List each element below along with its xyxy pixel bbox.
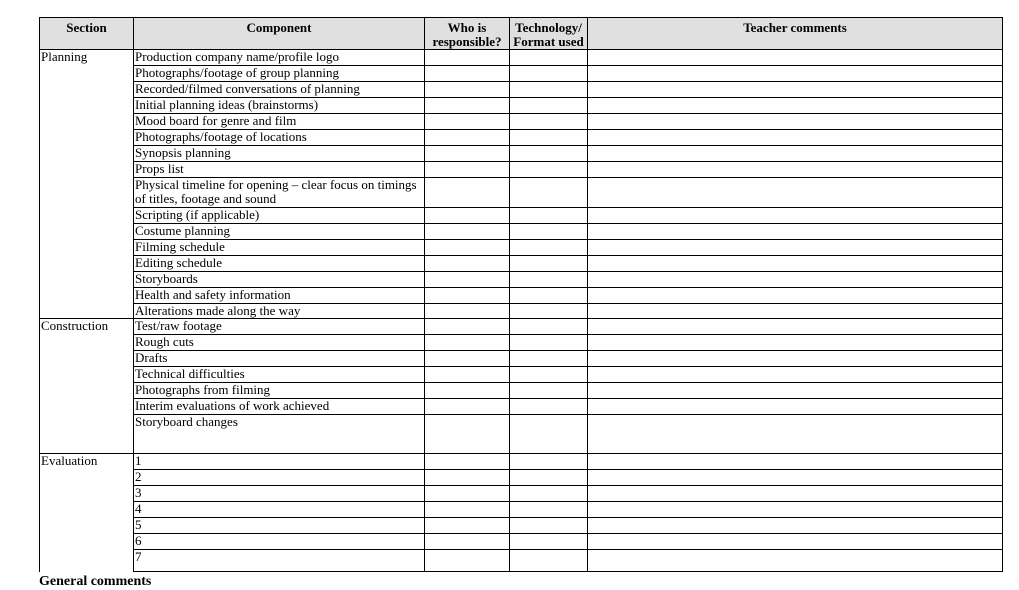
comments-cell[interactable] [588,208,1003,224]
component-cell: Interim evaluations of work achieved [134,399,425,415]
comments-cell[interactable] [588,114,1003,130]
table-row [40,415,1003,454]
component-cell: 2 [134,470,425,486]
section-cell: Construction [40,319,134,454]
table-body [40,50,1003,572]
component-cell: Technical difficulties [134,367,425,383]
who-cell[interactable] [425,399,510,415]
table-row [40,256,1003,272]
who-cell[interactable] [425,304,510,319]
who-cell[interactable] [425,178,510,208]
comments-cell[interactable] [588,383,1003,399]
technology-cell[interactable] [510,304,588,319]
component-cell: Production company name/profile logo [134,50,425,66]
component-cell: Synopsis planning [134,146,425,162]
who-cell[interactable] [425,383,510,399]
technology-cell[interactable] [510,550,588,572]
technology-cell[interactable] [510,351,588,367]
who-cell[interactable] [425,288,510,304]
component-cell: Editing schedule [134,256,425,272]
comments-cell[interactable] [588,367,1003,383]
table-row [40,224,1003,240]
comments-cell[interactable] [588,162,1003,178]
who-cell[interactable] [425,50,510,66]
technology-cell[interactable] [510,399,588,415]
who-cell[interactable] [425,224,510,240]
technology-cell[interactable] [510,66,588,82]
table-row [40,502,1003,518]
comments-cell[interactable] [588,224,1003,240]
table-row [40,534,1003,550]
table-row [40,470,1003,486]
comments-cell[interactable] [588,335,1003,351]
header-comments: Teacher comments [588,18,1003,50]
comments-cell[interactable] [588,272,1003,288]
general-comments-label: General comments [39,574,152,589]
table-row [40,550,1003,572]
technology-cell[interactable] [510,272,588,288]
header-who: Who is responsible? [425,18,510,50]
component-cell: 5 [134,518,425,534]
comments-cell[interactable] [588,454,1003,470]
table-row [40,335,1003,351]
who-cell[interactable] [425,66,510,82]
who-cell[interactable] [425,454,510,470]
who-cell[interactable] [425,208,510,224]
component-cell: Scripting (if applicable) [134,208,425,224]
table-row [40,162,1003,178]
component-cell: Filming schedule [134,240,425,256]
component-cell: Alterations made along the way [134,304,425,319]
table-row [40,319,1003,335]
component-cell: Props list [134,162,425,178]
table-row [40,486,1003,502]
comments-cell[interactable] [588,256,1003,272]
technology-cell[interactable] [510,470,588,486]
component-cell: Storyboard changes [134,415,425,454]
table-row [40,66,1003,82]
component-cell: Initial planning ideas (brainstorms) [134,98,425,114]
comments-cell[interactable] [588,486,1003,502]
comments-cell[interactable] [588,304,1003,319]
comments-cell[interactable] [588,178,1003,208]
technology-cell[interactable] [510,224,588,240]
component-cell: Photographs/footage of locations [134,130,425,146]
component-cell: Test/raw footage [134,319,425,335]
technology-cell[interactable] [510,502,588,518]
technology-cell[interactable] [510,130,588,146]
table-row [40,351,1003,367]
component-cell: Health and safety information [134,288,425,304]
table-row [40,114,1003,130]
table-row [40,178,1003,208]
comments-cell[interactable] [588,534,1003,550]
who-cell[interactable] [425,82,510,98]
table-row [40,130,1003,146]
table-row [40,50,1003,66]
header-section: Section [40,18,134,50]
component-cell: Recorded/filmed conversations of planning [134,82,425,98]
comments-cell[interactable] [588,146,1003,162]
table-row [40,383,1003,399]
who-cell[interactable] [425,367,510,383]
table-row [40,146,1003,162]
header-component: Component [134,18,425,50]
technology-cell[interactable] [510,486,588,502]
component-cell: Drafts [134,351,425,367]
technology-cell[interactable] [510,178,588,208]
who-cell[interactable] [425,256,510,272]
comments-cell[interactable] [588,470,1003,486]
header-row [40,18,1003,50]
table-row [40,399,1003,415]
who-cell[interactable] [425,162,510,178]
table-row [40,240,1003,256]
comments-cell[interactable] [588,50,1003,66]
component-cell: Photographs from filming [134,383,425,399]
table-row [40,518,1003,534]
header-technology: Technology/ Format used [510,18,588,50]
comments-cell[interactable] [588,319,1003,335]
section-cell: Evaluation [40,454,134,572]
who-cell[interactable] [425,240,510,256]
technology-cell[interactable] [510,162,588,178]
comments-cell[interactable] [588,415,1003,454]
who-cell[interactable] [425,534,510,550]
table-row [40,272,1003,288]
technology-cell[interactable] [510,82,588,98]
component-cell: 4 [134,502,425,518]
comments-cell[interactable] [588,130,1003,146]
technology-cell[interactable] [510,114,588,130]
technology-cell[interactable] [510,454,588,470]
component-cell: Mood board for genre and film [134,114,425,130]
technology-cell[interactable] [510,240,588,256]
who-cell[interactable] [425,502,510,518]
who-cell[interactable] [425,351,510,367]
who-cell[interactable] [425,114,510,130]
who-cell[interactable] [425,486,510,502]
comments-cell[interactable] [588,66,1003,82]
who-cell[interactable] [425,146,510,162]
technology-cell[interactable] [510,146,588,162]
who-cell[interactable] [425,550,510,572]
who-cell[interactable] [425,319,510,335]
component-cell: Physical timeline for opening – clear focus on timings of titles, footage and sound [134,178,425,208]
technology-cell[interactable] [510,367,588,383]
table-row [40,304,1003,319]
table-row [40,454,1003,470]
component-cell: Storyboards [134,272,425,288]
component-cell: Costume planning [134,224,425,240]
table-row [40,98,1003,114]
comments-cell[interactable] [588,502,1003,518]
who-cell[interactable] [425,470,510,486]
comments-cell[interactable] [588,288,1003,304]
who-cell[interactable] [425,415,510,454]
technology-cell[interactable] [510,319,588,335]
who-cell[interactable] [425,518,510,534]
production-log-table [39,17,1003,572]
who-cell[interactable] [425,130,510,146]
table-row [40,288,1003,304]
technology-cell[interactable] [510,50,588,66]
technology-cell[interactable] [510,534,588,550]
component-cell: 6 [134,534,425,550]
comments-cell[interactable] [588,351,1003,367]
component-cell: 1 [134,454,425,470]
comments-cell[interactable] [588,550,1003,572]
who-cell[interactable] [425,98,510,114]
technology-cell[interactable] [510,256,588,272]
table-row [40,208,1003,224]
technology-cell[interactable] [510,518,588,534]
who-cell[interactable] [425,335,510,351]
technology-cell[interactable] [510,98,588,114]
component-cell: 3 [134,486,425,502]
technology-cell[interactable] [510,288,588,304]
technology-cell[interactable] [510,415,588,454]
table-row [40,82,1003,98]
technology-cell[interactable] [510,383,588,399]
who-cell[interactable] [425,272,510,288]
table-row [40,367,1003,383]
comments-cell[interactable] [588,240,1003,256]
component-cell: 7 [134,550,425,572]
technology-cell[interactable] [510,208,588,224]
component-cell: Photographs/footage of group planning [134,66,425,82]
technology-cell[interactable] [510,335,588,351]
section-cell: Planning [40,50,134,319]
component-cell: Rough cuts [134,335,425,351]
comments-cell[interactable] [588,98,1003,114]
comments-cell[interactable] [588,82,1003,98]
comments-cell[interactable] [588,518,1003,534]
comments-cell[interactable] [588,399,1003,415]
